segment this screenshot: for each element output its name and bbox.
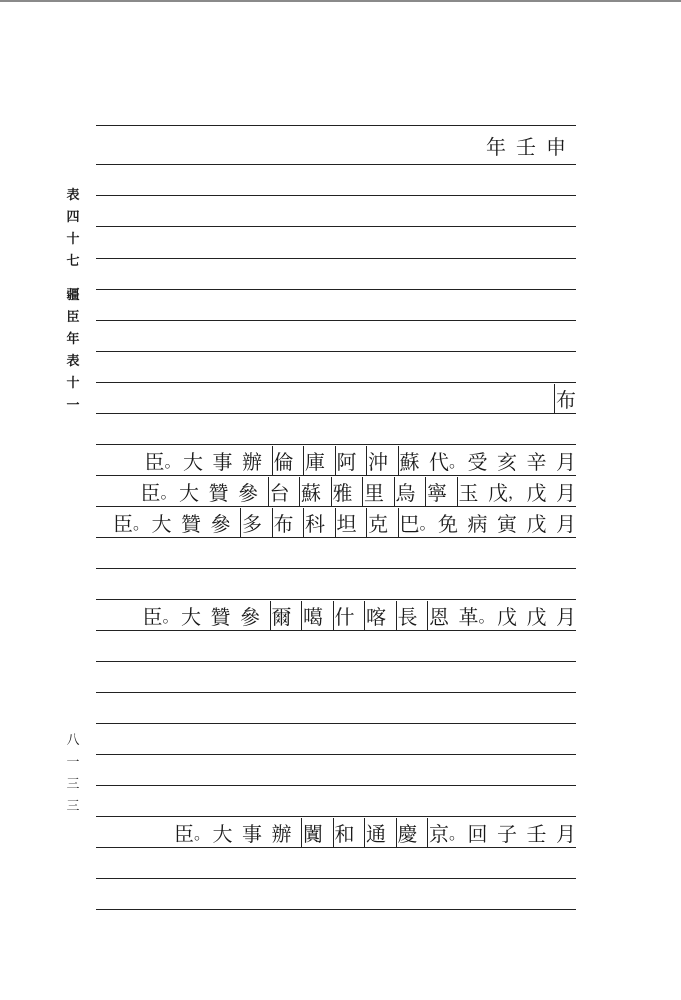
entry-name-char: 慶 [396,818,418,847]
entry-name-char: 喀 [364,601,386,630]
entry-name-char: 科 [303,508,325,537]
page-number-char: 三 [66,799,80,814]
table-rule [96,351,576,352]
entry-name-char: 布 [272,508,294,537]
entry-name-char: 倫 [272,446,294,475]
entry-char: 月 [556,480,576,505]
entry-char: 參 [240,604,260,629]
entry-char: 病 [467,511,488,536]
entry-char: 參 [238,480,258,505]
margin-char: 十 [66,232,80,247]
entry-name-char: 雅 [331,477,353,506]
table-rule [96,723,576,724]
table-rule [96,289,576,290]
margin-title-lower [64,285,82,417]
entry-punct: 。 [449,451,466,471]
entry-char: 大 [181,604,201,629]
entry-name-char: 坦 [335,508,357,537]
entry-name-char: 烏 [394,477,416,506]
entry-name-char: 多 [240,508,262,537]
margin-char: 一 [66,398,80,413]
entry-char: 戊 [488,480,508,505]
entry-punct: 。 [194,823,211,843]
entry-char: 受 [467,449,488,474]
entry-name-char: 里 [362,477,384,506]
entry-name-char: 克 [366,508,388,537]
entry-name-char: 庫 [303,446,325,475]
margin-char: 十 [66,376,80,391]
margin-char: 年 [66,332,80,347]
entry-name-char: 什 [333,601,355,630]
entry-name-char: 通 [364,818,386,847]
entry-char: 事 [242,821,262,846]
entry-name-char: 長 [396,601,418,630]
entry-row [131,476,576,506]
entry-char: 大 [179,480,199,505]
table-rule [96,258,576,259]
entry-name-char: 噶 [301,601,323,630]
entry-char: 回 [467,821,488,846]
bu-label: 布 [554,384,576,413]
entry-name-char: 蘇 [398,446,420,475]
entry-char: 臣 [113,511,133,536]
entry-char: 革 [458,604,479,629]
entry-char: 月 [556,449,576,474]
page-number [64,730,82,818]
margin-char: 表 [66,354,80,369]
entry-char: 事 [212,449,233,474]
page-top-border [0,0,681,2]
entry-char: 月 [556,511,576,536]
entry-char: 大 [183,449,203,474]
entry-char: 戊 [526,480,547,505]
page-number-char: 一 [66,755,80,770]
entry-name-char: 寧 [425,477,447,506]
entry-char: 臣 [140,480,161,505]
entry-punct: 。 [160,482,177,502]
table-rule [96,537,576,538]
entry-row [133,600,576,630]
entry-char: 戊 [526,604,547,629]
entry-char: 辦 [242,449,262,474]
entry-char: 贊 [181,511,201,536]
entry-punct: 。 [478,606,495,626]
margin-title-upper [64,185,82,273]
table-rule [96,195,576,196]
entry-name-char: 台 [268,477,290,506]
table-rule [96,568,576,569]
entry-char: 臣 [142,604,163,629]
year-heading [486,130,576,160]
entry-char: 壬 [526,821,547,846]
entry-char: 月 [556,604,576,629]
table-rule [96,661,576,662]
entry-char: 臣 [144,449,165,474]
entry-name-char: 爾 [270,601,292,630]
entry-punct: ， [508,482,525,502]
entry-char: 子 [497,821,517,846]
table-rule [96,125,576,126]
entry-name-char: 京 [427,818,449,847]
table-rule [96,226,576,227]
entry-punct: 。 [449,823,466,843]
entry-name-char: 玉 [457,477,479,506]
entry-char: 贊 [208,480,229,505]
entry-char: 代 [429,449,449,474]
entry-char: 臣 [174,821,194,846]
bu-label-row [545,383,577,413]
entry-char: 戊 [497,604,517,629]
table-rule [96,878,576,879]
entry-char: 寅 [497,511,517,536]
entry-char: 戊 [526,511,547,536]
entry-punct: 。 [419,513,436,533]
table-rule [96,692,576,693]
entry-char: 大 [151,511,172,536]
entry-row [135,445,576,475]
page-number-char: 三 [66,777,80,792]
entry-name-char: 闐 [301,818,323,847]
table-rule [96,847,576,848]
table-rule [96,630,576,631]
table-rule [96,382,576,383]
entry-char: 免 [438,511,458,536]
entry-name-char: 阿 [335,446,357,475]
margin-char: 疆 [66,288,80,303]
entry-char: 月 [556,821,576,846]
table-rule [96,164,576,165]
entry-row [165,817,577,847]
year-heading-text: 年壬申 [486,134,576,159]
table-rule [96,909,576,910]
page-number-char: 八 [66,733,80,748]
entry-char: 辛 [526,449,547,474]
entry-name-char: 和 [333,818,355,847]
table-rule [96,785,576,786]
entry-punct: 。 [133,513,150,533]
margin-char: 七 [66,254,80,269]
entry-char: 參 [210,511,231,536]
entry-char: 贊 [210,604,231,629]
margin-char: 臣 [66,310,80,325]
entry-punct: 。 [164,451,181,471]
margin-char: 四 [66,210,80,225]
entry-char: 辦 [271,821,292,846]
entry-char: 亥 [497,449,517,474]
entry-name-char: 沖 [366,446,388,475]
entry-char: 大 [212,821,233,846]
entry-punct: 。 [162,606,179,626]
table-rule [96,320,576,321]
entry-name-char: 蘇 [299,477,321,506]
entry-name-char: 恩 [427,601,449,630]
table-rule [96,754,576,755]
table-rule [96,413,576,414]
margin-char: 表 [66,188,80,203]
entry-name-char: 巴 [398,508,420,537]
entry-row [104,507,577,537]
